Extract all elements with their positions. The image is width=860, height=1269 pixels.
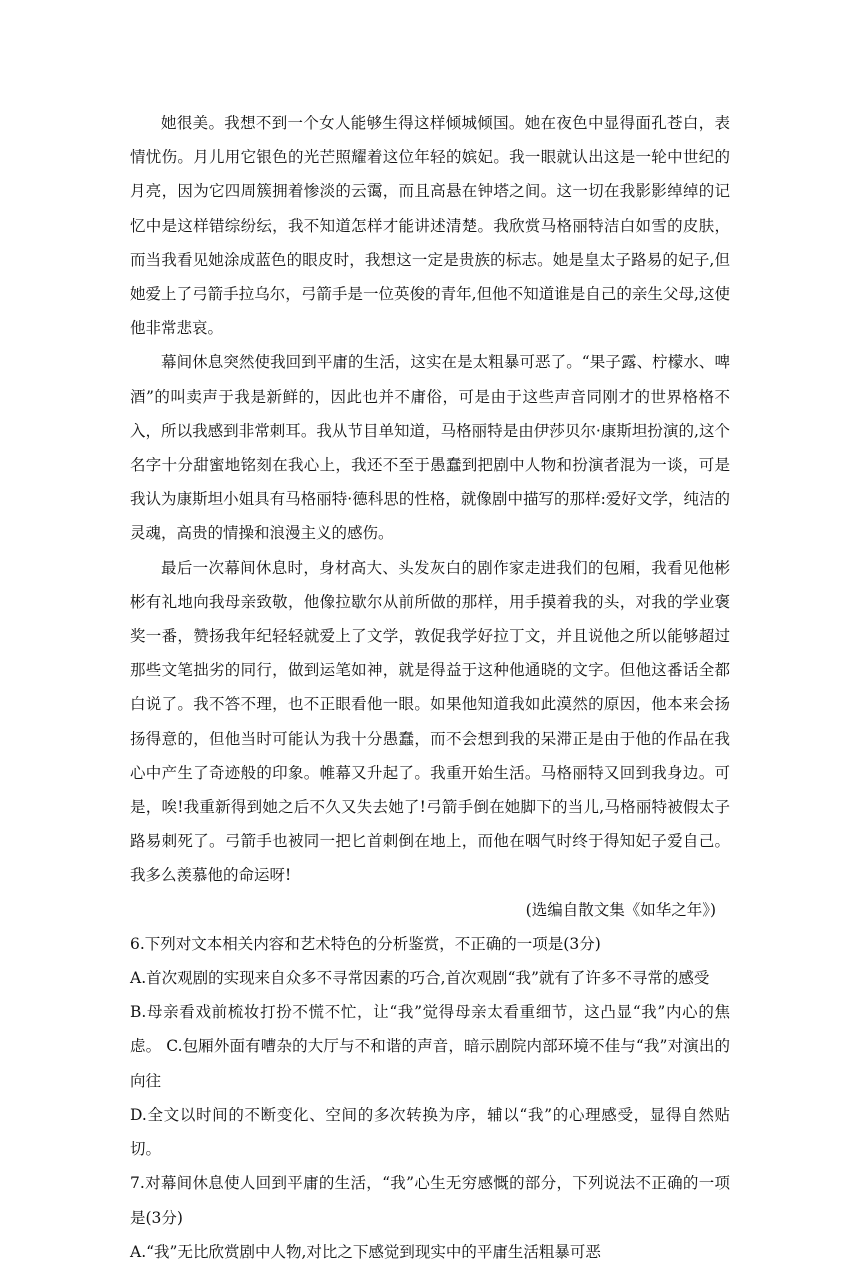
document-body xyxy=(130,106,730,1269)
passage-paragraph-2: 幕间休息突然使我回到平庸的生活，这实在是太粗暴可恶了。“果子露、柠檬水、啤酒”的叫卖声于我是新鲜的，因此也并不庸俗，可是由于这些声音同刚才的世界格格不入，所以我感到非常刺耳。我从节目单知道，马格丽特是由伊莎贝尔·康斯坦扮演的,这个名字十分甜蜜地铭刻在我心上，我还不至于愚蠢到把剧中人物和扮演者混为一谈，可是我认为康斯坦小姐具有马格丽特·德科思的性格，就像剧中描写的那样:爱好文学，纯洁的灵魂，高贵的情操和浪漫主义的感伤。 xyxy=(130,353,730,543)
question-7-stem: 7.对幕间休息使人回到平庸的生活，“我”心生无穷感慨的部分，下列说法不正确的一项是(3分) xyxy=(130,1174,730,1227)
passage-paragraph-3: 最后一次幕间休息时，身材高大、头发灰白的剧作家走进我们的包厢，我看见他彬彬有礼地向我母亲致敬，他像拉歇尔从前所做的那样，用手摸着我的头，对我的学业褒奖一番，赞扬我年纪轻轻就爱上了文学，敦促我学好拉丁文，并且说他之所以能够超过那些文笔拙劣的同行，做到运笔如神，就是得益于这种他通晓的文字。但他这番话全都白说了。我不答不理，也不正眼看他一眼。如果他知道我如此漠然的原因，他本来会扬扬得意的，但他当时可能认为我十分愚蠢，而不会想到我的呆滞正是由于他的作品在我心中产生了奇迹般的印象。帷幕又升起了。我重开始生活。马格丽特又回到我身边。可是，唉!我重新得到她之后不久又失去她了!弓箭手倒在她脚下的当儿,马格丽特被假太子路易刺死了。弓箭手也被同一把匕首刺倒在地上，而他在咽气时终于得知妃子爱自己。我多么羡慕他的命运呀! xyxy=(130,558,730,885)
question-6-option-d: D.全文以时间的不断变化、空间的多次转换为序，辅以“我”的心理感受，显得自然贴切。 xyxy=(130,1105,730,1159)
question-6-stem: 6.下列对文本相关内容和艺术特色的分析鉴赏，不正确的一项是(3分) xyxy=(130,934,601,953)
passage-paragraph-1: 她很美。我想不到一个女人能够生得这样倾城倾国。她在夜色中显得面孔苍白，表情忧伤。月儿用它银色的光芒照耀着这位年轻的嫔妃。我一眼就认出这是一轮中世纪的月亮，因为它四周簇拥着惨淡的云霭，而且高悬在钟塔之间。这一切在我影影绰绰的记忆中是这样错综纷纭，我不知道怎样才能讲述清楚。我欣赏马格丽特洁白如雪的皮肤，而当我看见她涂成蓝色的眼皮时，我想这一定是贵族的标志。她是皇太子路易的妃子,但她爱上了弓箭手拉乌尔，弓箭手是一位英俊的青年,但他不知道谁是自己的亲生父母,这使他非常悲哀。 xyxy=(130,114,730,338)
question-7-option-a: A.“我”无比欣赏剧中人物,对比之下感觉到现实中的平庸生活粗暴可恶 xyxy=(130,1242,601,1261)
question-6-option-a: A.首次观剧的实现来自众多不寻常因素的巧合,首次观剧“我”就有了许多不寻常的感受 xyxy=(130,969,710,988)
question-6-option-b-c: B.母亲看戏前梳妆打扮不慌不忙，让“我”觉得母亲太看重细节，这凸显“我”内心的焦虑。 C.包厢外面有嘈杂的大厅与不和谐的声音，暗示剧院内部环境不佳与“我”对演出的向往 xyxy=(130,1003,730,1090)
passage-source: (选编自散文集《如华之年》) xyxy=(525,900,716,919)
